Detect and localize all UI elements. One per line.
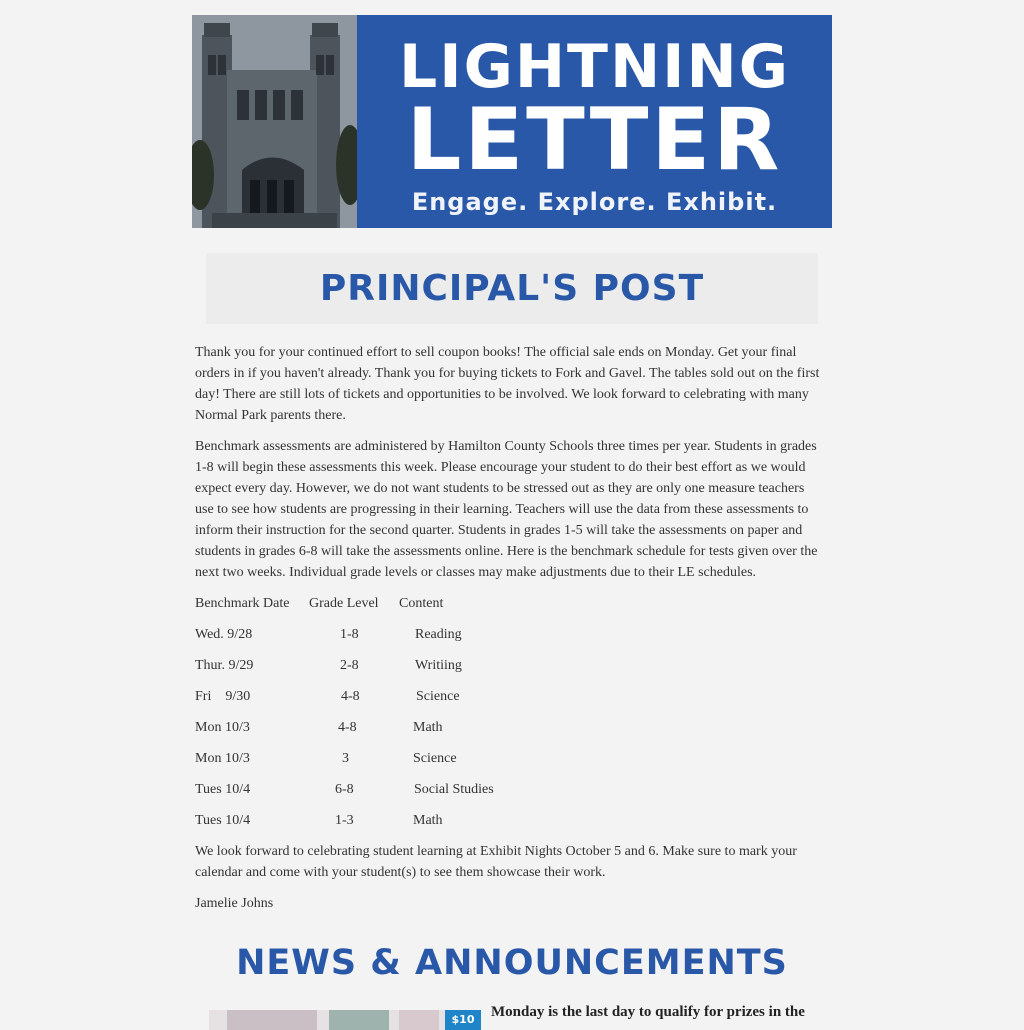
header-banner xyxy=(192,15,832,228)
benchmark-date: Fri 9/30 xyxy=(195,689,251,704)
paragraph-exhibit-nights: We look forward to celebrating student learning at Exhibit Nights October 5 and 6. Make sure to mark your calendar and come with your student(s) to see them showcase their work. xyxy=(195,844,797,880)
news-item-image[interactable] xyxy=(209,1010,481,1030)
principals-post-heading: PRINCIPAL'S POST xyxy=(319,268,705,309)
benchmark-grade: 6-8 xyxy=(335,782,354,797)
banner-title xyxy=(357,15,832,228)
benchmark-content: Math xyxy=(413,813,443,828)
news-photo-illustration xyxy=(209,1010,481,1030)
principals-post-heading-box xyxy=(206,253,818,324)
news-item-headline[interactable]: Monday is the last day to qualify for prizes in the xyxy=(491,1004,805,1020)
benchmark-row xyxy=(195,624,825,645)
benchmark-row xyxy=(195,655,825,676)
benchmark-content: Science xyxy=(416,689,460,704)
benchmark-date: Wed. 9/28 xyxy=(195,627,253,642)
benchmark-content: Math xyxy=(413,720,443,735)
benchmark-date: Thur. 9/29 xyxy=(195,658,254,673)
benchmark-grade: 2-8 xyxy=(340,658,359,673)
benchmark-grade: 1-3 xyxy=(335,813,354,828)
grade-level-header: Grade Level xyxy=(309,596,379,611)
benchmark-date: Mon 10/3 xyxy=(195,751,250,766)
benchmark-grade: 3 xyxy=(342,751,349,766)
principals-post-body xyxy=(195,342,825,924)
benchmark-grade: 1-8 xyxy=(340,627,359,642)
benchmark-header-row xyxy=(195,593,825,614)
benchmark-content: Social Studies xyxy=(414,782,494,797)
school-building-illustration xyxy=(192,15,357,228)
paragraph-coupon-books: Thank you for your continued effort to sell coupon books! The official sale ends on Monday. Get your final orders in if you haven't already. Thank you for buying tickets to Fork and Gavel. The tables sold out on the first day! There are still lots of tickets and opportunities to be involved. We look forward to celebrating with many Normal Park parents there. xyxy=(195,345,820,423)
benchmark-row xyxy=(195,810,825,831)
paragraph-benchmark: Benchmark assessments are administered by Hamilton County Schools three times per year. Students in grades 1-8 will begin these assessments this week. Please encourage your student to do their best effort as we would expect every day. However, we do not want students to be stressed out as they are only one measure teachers use to see how students are progressing in their learning. Teachers will use the data from these assessments to inform their instruction for the second quarter. Students in grades 1-5 will take the assessments on paper and students in grades 6-8 will take the assessments online. Here is the benchmark schedule for tests given over the next two weeks. Individual grade levels or classes may make adjustments due to their LE schedules. xyxy=(195,439,818,580)
benchmark-date: Mon 10/3 xyxy=(195,720,250,735)
benchmark-content: Science xyxy=(413,751,457,766)
benchmark-row xyxy=(195,686,825,707)
benchmark-date-header: Benchmark Date xyxy=(195,596,290,611)
benchmark-date: Tues 10/4 xyxy=(195,782,251,797)
banner-title-line1: LIGHTNING xyxy=(399,32,790,102)
benchmark-content: Writiing xyxy=(415,658,462,673)
banner-title-line2: LETTER xyxy=(406,90,783,190)
benchmark-row xyxy=(195,779,825,800)
content-header: Content xyxy=(399,596,444,611)
benchmark-grade: 4-8 xyxy=(338,720,357,735)
benchmark-row xyxy=(195,717,825,738)
price-badge: $10 xyxy=(445,1010,481,1030)
news-announcements-heading: NEWS & ANNOUNCEMENTS xyxy=(236,943,788,983)
benchmark-date: Tues 10/4 xyxy=(195,813,251,828)
benchmark-row xyxy=(195,748,825,769)
benchmark-grade: 4-8 xyxy=(341,689,360,704)
signature: Jamelie Johns xyxy=(195,896,274,911)
banner-tagline: Engage. Explore. Exhibit. xyxy=(411,188,778,216)
benchmark-content: Reading xyxy=(415,627,462,642)
school-building-photo xyxy=(192,15,357,228)
